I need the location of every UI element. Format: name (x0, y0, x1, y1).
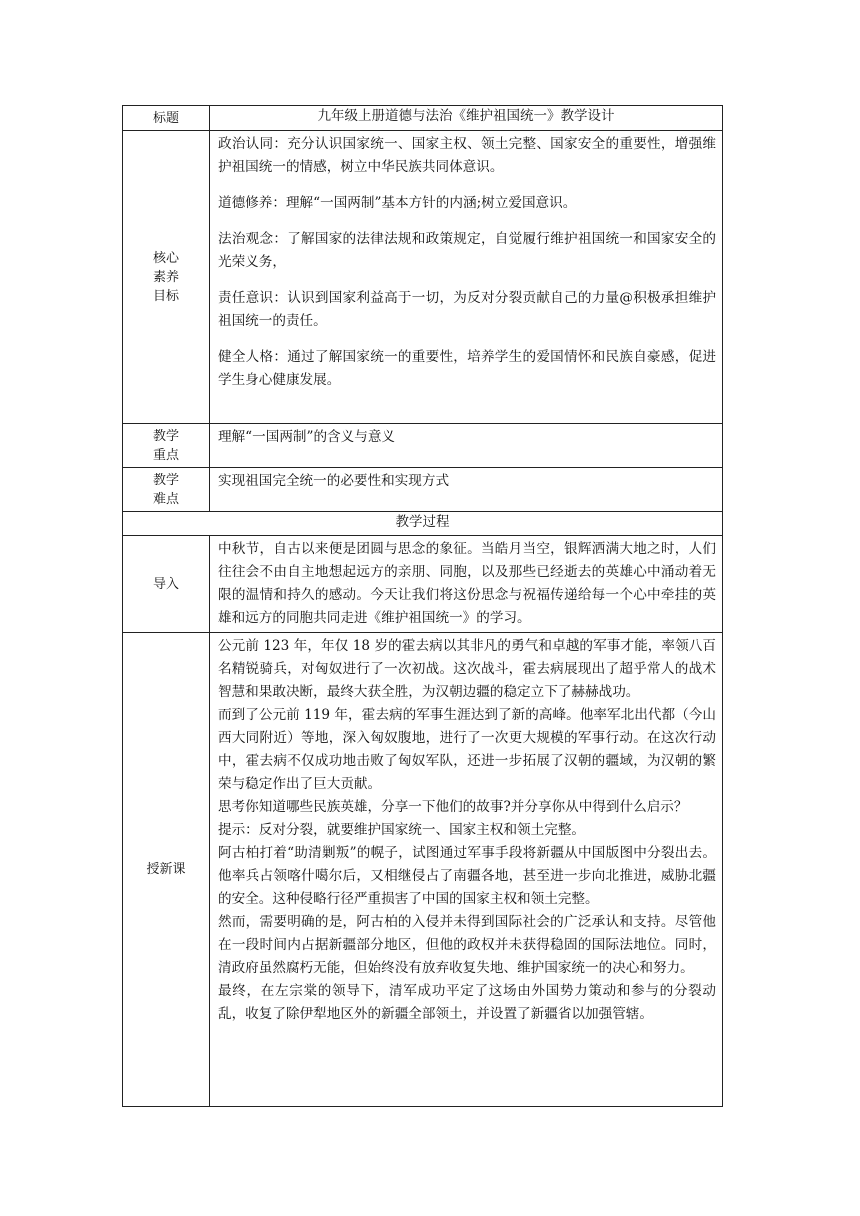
key-point-row (123, 424, 723, 468)
intro-row (123, 536, 723, 633)
objectives-label (123, 131, 210, 424)
document-title: 九年级上册道德与法治《维护祖国统一》教学设计 (210, 106, 723, 131)
objective-responsibility: 责任意识：认识到国家利益高于一切，为反对分裂贡献自己的力量@积极承担维护祖国统一的责任。 (218, 290, 716, 329)
difficulty-label-line: 教学 (152, 473, 179, 488)
objectives-row (123, 131, 723, 424)
objectives-label-line: 素养 (152, 269, 179, 285)
title-label: 标题 (123, 106, 210, 131)
lesson-plan-table (122, 105, 723, 1107)
intro-label: 导入 (123, 536, 210, 633)
lesson-paragraph: 最终，在左宗棠的领导下，清军成功平定了这场由外国势力策动和参与的分裂动乱，收复了除伊犁地区外的新疆全部领土，并设置了新疆省以加强管辖。 (218, 983, 716, 1022)
lesson-paragraph: 提示：反对分裂，就要维护国家统一、国家主权和领土完整。 (218, 822, 586, 838)
key-point-label-line: 教学 (152, 429, 179, 444)
new-lesson-label: 授新课 (123, 633, 210, 1107)
lesson-paragraph: 然而，需要明确的是，阿古柏的入侵并未得到国际社会的广泛承认和支持。尽管他在一段时间内占据新疆部分地区，但他的政权并未获得稳固的国际法地位。同时，清政府虽然腐朽无能，但始终没有放弃收复失地、维护国家统一的决心和努力。 (218, 914, 716, 976)
key-point-label-line: 重点 (152, 448, 179, 463)
key-point-label (123, 424, 210, 468)
objective-moral: 道德修养：理解“一国两制”基本方针的内涵;树立爱国意识。 (218, 195, 577, 211)
lesson-paragraph: 思考你知道哪些民族英雄，分享一下他们的故事?并分享你从中得到什么启示？ (218, 799, 688, 815)
process-heading: 教学过程 (123, 512, 723, 536)
new-lesson-content (210, 633, 723, 1107)
objectives-label-line: 目标 (152, 288, 179, 304)
difficulty-text: 实现祖国完全统一的必要性和实现方式 (210, 468, 723, 512)
process-heading-row (123, 512, 723, 536)
difficulty-label (123, 468, 210, 512)
objectives-label-line: 核心 (152, 250, 179, 266)
lesson-paragraph: 公元前 123 年，年仅 18 岁的霍去病以其非凡的勇气和卓越的军事才能，率领八百名精锐骑兵，对匈奴进行了一次初战。这次战斗，霍去病展现出了超乎常人的战术智慧和果敢决断，最终大获全胜，为汉朝边疆的稳定立下了赫赫战功。 (218, 638, 716, 700)
difficulty-label-line: 难点 (152, 492, 179, 507)
objective-personality: 健全人格：通过了解国家统一的重要性，培养学生的爱国情怀和民族自豪感，促进学生身心健康发展。 (218, 349, 716, 388)
difficulty-row (123, 468, 723, 512)
lesson-paragraph: 阿古柏打着“助清剿叛”的幌子，试图通过军事手段将新疆从中国版图中分裂出去。他率兵占领喀什噶尔后，又相继侵占了南疆各地，甚至进一步向北推进，威胁北疆的安全。这种侵略行径严重损害了中国的国家主权和领土完整。 (218, 845, 716, 907)
lesson-paragraph: 而到了公元前 119 年，霍去病的军事生涯达到了新的高峰。他率军北出代都（今山西大同附近）等地，深入匈奴腹地，进行了一次更大规模的军事行动。在这次行动中，霍去病不仅成功地击败了匈奴军队，还进一步拓展了汉朝的疆域，为汉朝的繁荣与稳定作出了巨大贡献。 (218, 707, 716, 792)
objective-law: 法治观念：了解国家的法律法规和政策规定，自觉履行维护祖国统一和国家安全的光荣义务， (218, 231, 716, 270)
key-point-text: 理解“一国两制”的含义与意义 (210, 424, 723, 468)
title-row (123, 106, 723, 131)
intro-text: 中秋节，自古以来便是团圆与思念的象征。当皓月当空，银辉洒满大地之时，人们往往会不由自主地想起远方的亲朋、同胞，以及那些已经逝去的英雄心中涌动着无限的温情和持久的感动。今天让我们将这份思念与祝福传递给每一个心中牵挂的英雄和远方的同胞共同走进《维护祖国统一》的学习。 (210, 536, 723, 633)
objective-political: 政治认同：充分认识国家统一、国家主权、领土完整、国家安全的重要性，增强维护祖国统一的情感，树立中华民族共同体意识。 (218, 136, 716, 175)
new-lesson-row (123, 633, 723, 1107)
objectives-content (210, 131, 723, 424)
